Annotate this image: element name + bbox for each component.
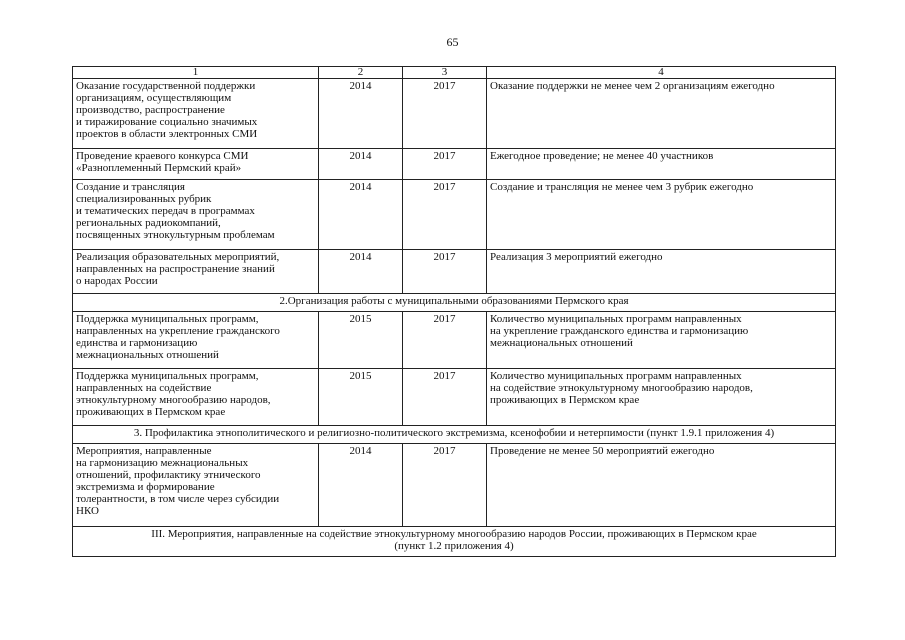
column-header: 4 bbox=[487, 67, 836, 79]
start-year-cell: 2014 bbox=[319, 180, 403, 250]
section-heading-row bbox=[73, 527, 836, 557]
start-year-cell: 2014 bbox=[319, 149, 403, 180]
table-row bbox=[73, 444, 836, 527]
end-year-cell: 2017 bbox=[403, 250, 487, 294]
table-header-row bbox=[73, 67, 836, 79]
measure-name-cell: Оказание государственной поддержки организациям, осуществляющим производство, распространение и тиражирование социально значимых проектов в области электронных СМИ bbox=[73, 79, 319, 149]
start-year-cell: 2014 bbox=[319, 79, 403, 149]
end-year-cell: 2017 bbox=[403, 369, 487, 426]
section-heading-row bbox=[73, 294, 836, 312]
expected-result-cell: Оказание поддержки не менее чем 2 организациям ежегодно bbox=[487, 79, 836, 149]
expected-result-cell: Проведение не менее 50 мероприятий ежегодно bbox=[487, 444, 836, 527]
start-year-cell: 2014 bbox=[319, 444, 403, 527]
measures-table bbox=[72, 66, 836, 557]
column-header: 1 bbox=[73, 67, 319, 79]
start-year-cell: 2015 bbox=[319, 312, 403, 369]
table-row bbox=[73, 369, 836, 426]
expected-result-cell: Количество муниципальных программ направленных на укрепление гражданского единства и гармонизацию межнациональных отношений bbox=[487, 312, 836, 369]
section-heading-row bbox=[73, 426, 836, 444]
start-year-cell: 2014 bbox=[319, 250, 403, 294]
measure-name-cell: Мероприятия, направленные на гармонизацию межнациональных отношений, профилактику этнического экстремизма и формирование толерантности, в том числе через субсидии НКО bbox=[73, 444, 319, 527]
end-year-cell: 2017 bbox=[403, 444, 487, 527]
end-year-cell: 2017 bbox=[403, 79, 487, 149]
page-number: 65 bbox=[446, 35, 459, 49]
measure-name-cell: Реализация образовательных мероприятий, направленных на распространение знаний о народах России bbox=[73, 250, 319, 294]
section-heading: 3. Профилактика этнополитического и религиозно-политического экстремизма, ксенофобии и нетерпимости (пункт 1.9.1 приложения 4) bbox=[73, 426, 836, 444]
table-row bbox=[73, 180, 836, 250]
measure-name-cell: Создание и трансляция специализированных рубрик и тематических передач в программах региональных радиокомпаний, посвященных этнокультурным проблемам bbox=[73, 180, 319, 250]
table-row bbox=[73, 149, 836, 180]
column-header: 2 bbox=[319, 67, 403, 79]
end-year-cell: 2017 bbox=[403, 149, 487, 180]
section-heading: III. Мероприятия, направленные на содействие этнокультурному многообразию народов России, проживающих в Пермском крае (пункт 1.2 приложения 4) bbox=[73, 527, 836, 557]
column-header: 3 bbox=[403, 67, 487, 79]
measure-name-cell: Поддержка муниципальных программ, направленных на укрепление гражданского единства и гармонизацию межнациональных отношений bbox=[73, 312, 319, 369]
start-year-cell: 2015 bbox=[319, 369, 403, 426]
end-year-cell: 2017 bbox=[403, 180, 487, 250]
expected-result-cell: Реализация 3 мероприятий ежегодно bbox=[487, 250, 836, 294]
measure-name-cell: Проведение краевого конкурса СМИ «Разноплеменный Пермский край» bbox=[73, 149, 319, 180]
section-heading: 2.Организация работы с муниципальными образованиями Пермского края bbox=[73, 294, 836, 312]
measure-name-cell: Поддержка муниципальных программ, направленных на содействие этнокультурному многообразию народов, проживающих в Пермском крае bbox=[73, 369, 319, 426]
end-year-cell: 2017 bbox=[403, 312, 487, 369]
table-row bbox=[73, 312, 836, 369]
expected-result-cell: Создание и трансляция не менее чем 3 рубрик ежегодно bbox=[487, 180, 836, 250]
table-row bbox=[73, 250, 836, 294]
table-row bbox=[73, 79, 836, 149]
expected-result-cell: Количество муниципальных программ направленных на содействие этнокультурному многообразию народов, проживающих в Пермском крае bbox=[487, 369, 836, 426]
expected-result-cell: Ежегодное проведение; не менее 40 участников bbox=[487, 149, 836, 180]
